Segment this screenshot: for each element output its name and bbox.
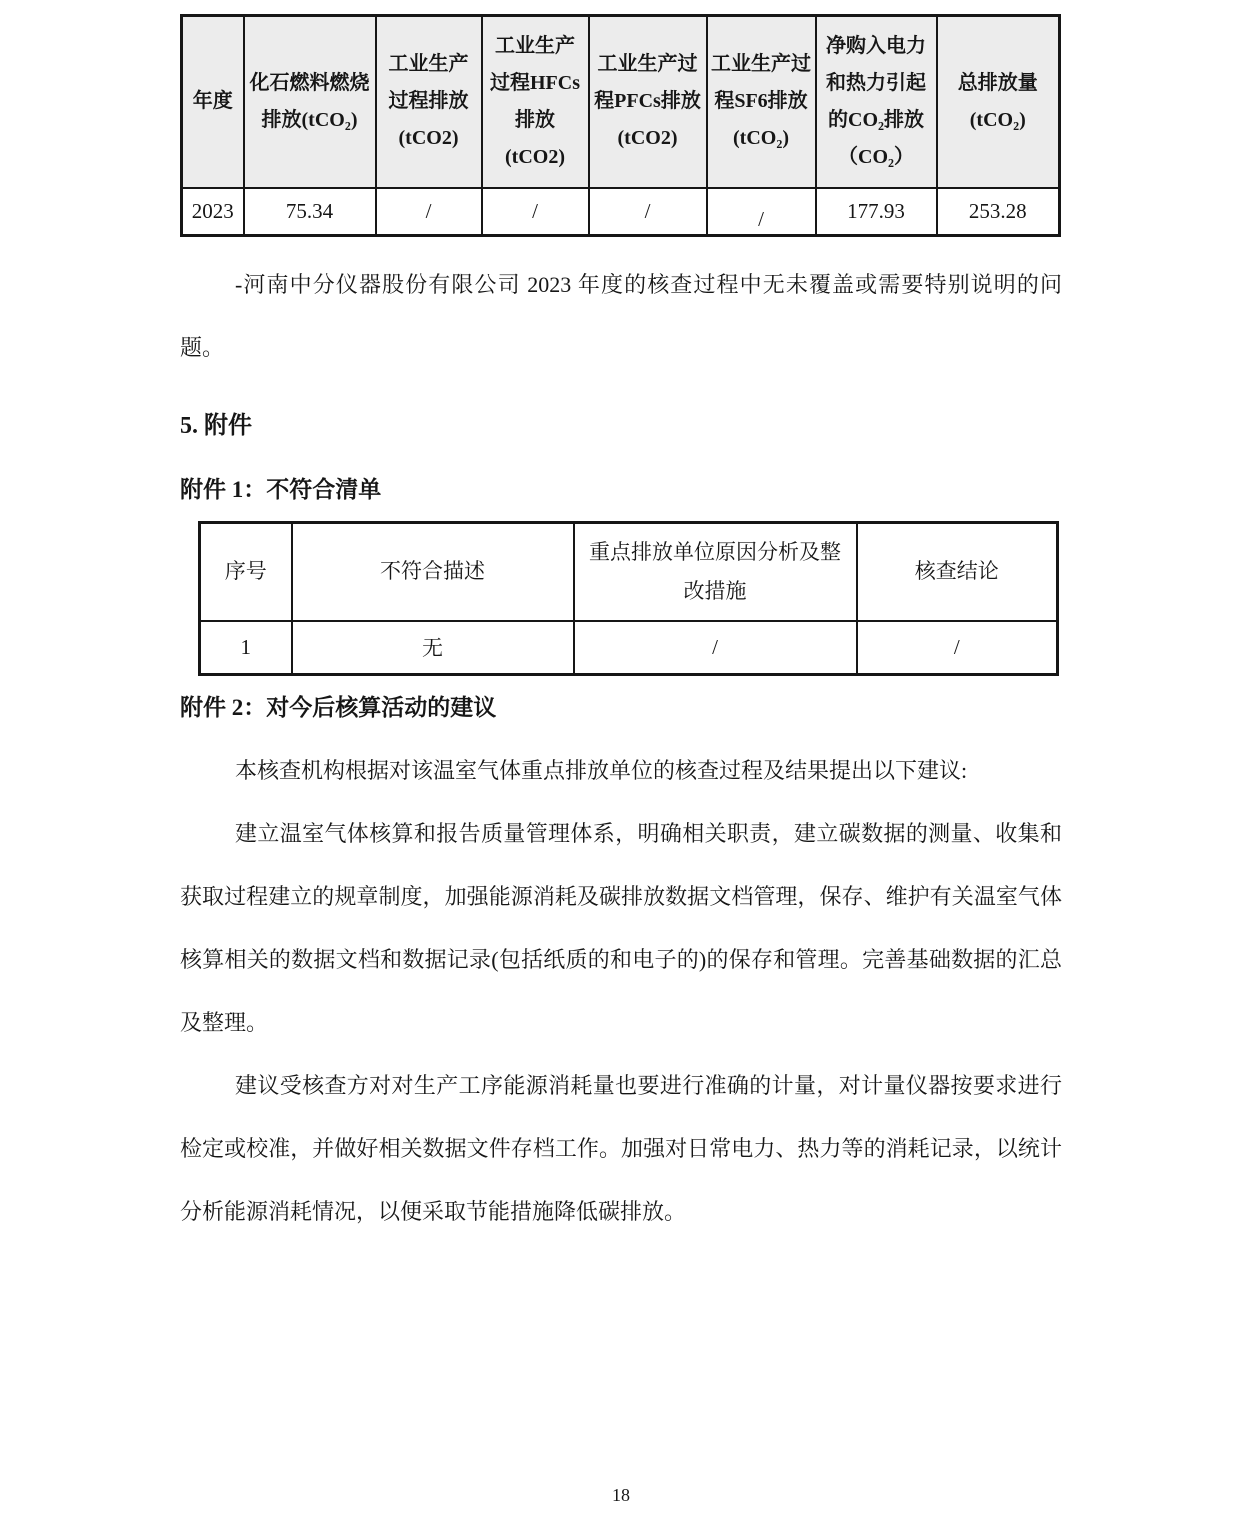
cell-total-emissions: 253.28: [937, 188, 1060, 236]
column-header-cause-analysis: 重点排放单位原因分析及整改措施: [574, 523, 857, 621]
table-row: [182, 188, 1060, 236]
cell-year: 2023: [182, 188, 244, 236]
suggestion-paragraph-2: 建议受核查方对对生产工序能源消耗量也要进行准确的计量，对计量仪器按要求进行检定或校准，并做好相关数据文件存档工作。加强对日常电力、热力等的消耗记录，以统计分析能源消耗情况，以便采取节能措施降低碳排放。: [180, 1073, 1062, 1224]
attachment-2-heading: 附件 2：对今后核算活动的建议: [180, 695, 497, 720]
column-header-pfcs: 工业生产过程PFCs排放(tCO2): [589, 16, 707, 188]
cell-purchased-electricity: 177.93: [816, 188, 937, 236]
table-header-row: [200, 523, 1058, 621]
page-number: 18: [612, 1485, 630, 1505]
column-header-industrial-process: 工业生产过程排放(tCO2): [376, 16, 482, 188]
table-row: [200, 621, 1058, 675]
note-paragraph: -河南中分仪器股份有限公司 2023 年度的核查过程中无未覆盖或需要特别说明的问题。: [180, 272, 1062, 360]
attachment-1-heading: 附件 1：不符合清单: [180, 477, 382, 502]
column-header-fossil-fuel: 化石燃料燃烧排放(tCO₂): [244, 16, 376, 188]
column-header-verification-conclusion: 核查结论: [857, 523, 1058, 621]
nonconformity-table: [198, 521, 1059, 676]
cell-sf6: /: [707, 188, 816, 236]
cell-fossil-fuel: 75.34: [244, 188, 376, 236]
cell-index: 1: [200, 621, 292, 675]
suggestion-intro-paragraph: 本核查机构根据对该温室气体重点排放单位的核查过程及结果提出以下建议:: [235, 758, 968, 783]
cell-cause-analysis: /: [574, 621, 857, 675]
cell-nonconformity-description: 无: [292, 621, 574, 675]
cell-hfcs: /: [482, 188, 589, 236]
cell-verification-conclusion: /: [857, 621, 1058, 675]
table-header-row: [182, 16, 1060, 188]
column-header-index: 序号: [200, 523, 292, 621]
cell-industrial-process: /: [376, 188, 482, 236]
column-header-total-emissions: 总排放量(tCO₂): [937, 16, 1060, 188]
cell-pfcs: /: [589, 188, 707, 236]
emissions-summary-table: [180, 14, 1061, 237]
column-header-purchased-electricity: 净购入电力和热力引起的CO₂排放（CO₂）: [816, 16, 937, 188]
column-header-year: 年度: [182, 16, 244, 188]
column-header-sf6: 工业生产过程SF6排放(tCO₂): [707, 16, 816, 188]
suggestion-paragraph-1: 建立温室气体核算和报告质量管理体系，明确相关职责，建立碳数据的测量、收集和获取过程建立的规章制度，加强能源消耗及碳排放数据文档管理，保存、维护有关温室气体核算相关的数据文档和数据记录(包括纸质的和电子的)的保存和管理。完善基础数据的汇总及整理。: [180, 821, 1062, 1035]
section-5-heading: 5. 附件: [180, 413, 252, 439]
column-header-nonconformity-description: 不符合描述: [292, 523, 574, 621]
column-header-hfcs: 工业生产过程HFCs排放(tCO2): [482, 16, 589, 188]
